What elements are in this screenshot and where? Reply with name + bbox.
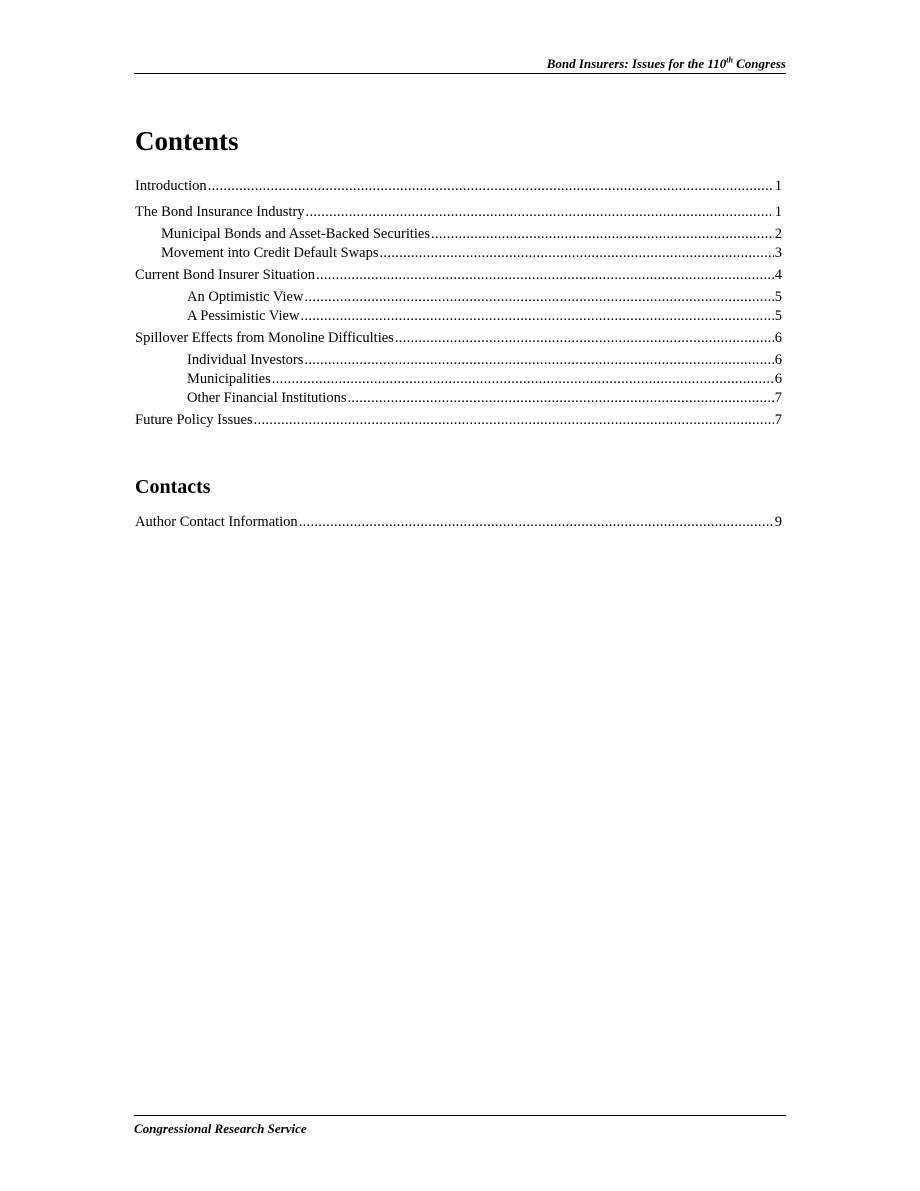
toc-entry-page: 2	[774, 226, 782, 242]
toc-entry-label: Municipalities	[187, 371, 271, 387]
toc-entry-page: 5	[774, 308, 782, 324]
toc-entry[interactable]	[135, 307, 782, 326]
toc-entry[interactable]	[135, 389, 782, 408]
toc-entry-label: Author Contact Information	[135, 514, 298, 530]
toc-entry[interactable]	[135, 266, 782, 285]
toc-entry-label: Individual Investors	[187, 352, 304, 368]
toc-entry-page: 6	[774, 371, 782, 387]
toc-entry[interactable]	[135, 244, 782, 263]
toc-entry[interactable]	[135, 288, 782, 307]
toc-entry[interactable]	[135, 177, 782, 196]
contacts-title: Contacts	[135, 476, 211, 498]
toc-leader-dots	[379, 244, 773, 263]
running-footer	[134, 1115, 786, 1137]
toc-entry[interactable]	[135, 513, 782, 532]
toc-entry[interactable]	[135, 203, 782, 222]
toc-leader-dots	[395, 329, 774, 348]
toc-entry-label: An Optimistic View	[187, 289, 304, 305]
toc-leader-dots	[299, 513, 774, 532]
contacts-list	[135, 513, 782, 532]
toc-leader-dots	[306, 203, 774, 222]
toc-entry[interactable]	[135, 370, 782, 389]
toc-entry-label: Current Bond Insurer Situation	[135, 267, 316, 283]
header-title-sup: th	[726, 55, 733, 65]
toc-leader-dots	[300, 307, 773, 326]
toc-entry[interactable]	[135, 351, 782, 370]
contents-title: Contents	[135, 126, 239, 156]
toc-entry-page: 4	[774, 267, 782, 283]
toc-entry-page: 6	[774, 352, 782, 368]
toc-entry-page: 9	[774, 514, 782, 530]
toc-entry-label: Municipal Bonds and Asset-Backed Securities	[161, 226, 431, 242]
footer-text: Congressional Research Service	[134, 1121, 307, 1136]
toc-leader-dots	[254, 411, 774, 430]
toc-entry-page: 7	[774, 412, 782, 428]
toc-entry-label: A Pessimistic View	[187, 308, 300, 324]
toc-entry-label: Spillover Effects from Monoline Difficulties	[135, 330, 394, 346]
toc-entry-page: 7	[774, 390, 782, 406]
toc-entry-label: Introduction	[135, 178, 207, 194]
toc-leader-dots	[304, 288, 773, 307]
header-title-pre: Bond Insurers: Issues for the 110	[546, 56, 727, 71]
toc-leader-dots	[431, 225, 774, 244]
toc-entry-page: 3	[774, 245, 782, 261]
toc-entry-label: The Bond Insurance Industry	[135, 204, 305, 220]
toc-leader-dots	[272, 370, 774, 389]
running-header	[134, 54, 786, 74]
toc-entry[interactable]	[135, 225, 782, 244]
toc-entry-page: 1	[774, 178, 782, 194]
toc-entry[interactable]	[135, 329, 782, 348]
toc-entry[interactable]	[135, 411, 782, 430]
toc-entry-page: 6	[774, 330, 782, 346]
toc-entry-label: Future Policy Issues	[135, 412, 253, 428]
toc-leader-dots	[347, 389, 773, 408]
toc-entry-page: 1	[774, 204, 782, 220]
toc-entry-page: 5	[774, 289, 782, 305]
toc-list	[135, 177, 782, 430]
toc-leader-dots	[208, 177, 774, 196]
toc-leader-dots	[304, 351, 773, 370]
toc-leader-dots	[316, 266, 774, 285]
header-title-post: Congress	[732, 56, 786, 71]
toc-entry-label: Other Financial Institutions	[187, 390, 347, 406]
toc-entry-label: Movement into Credit Default Swaps	[161, 245, 379, 261]
